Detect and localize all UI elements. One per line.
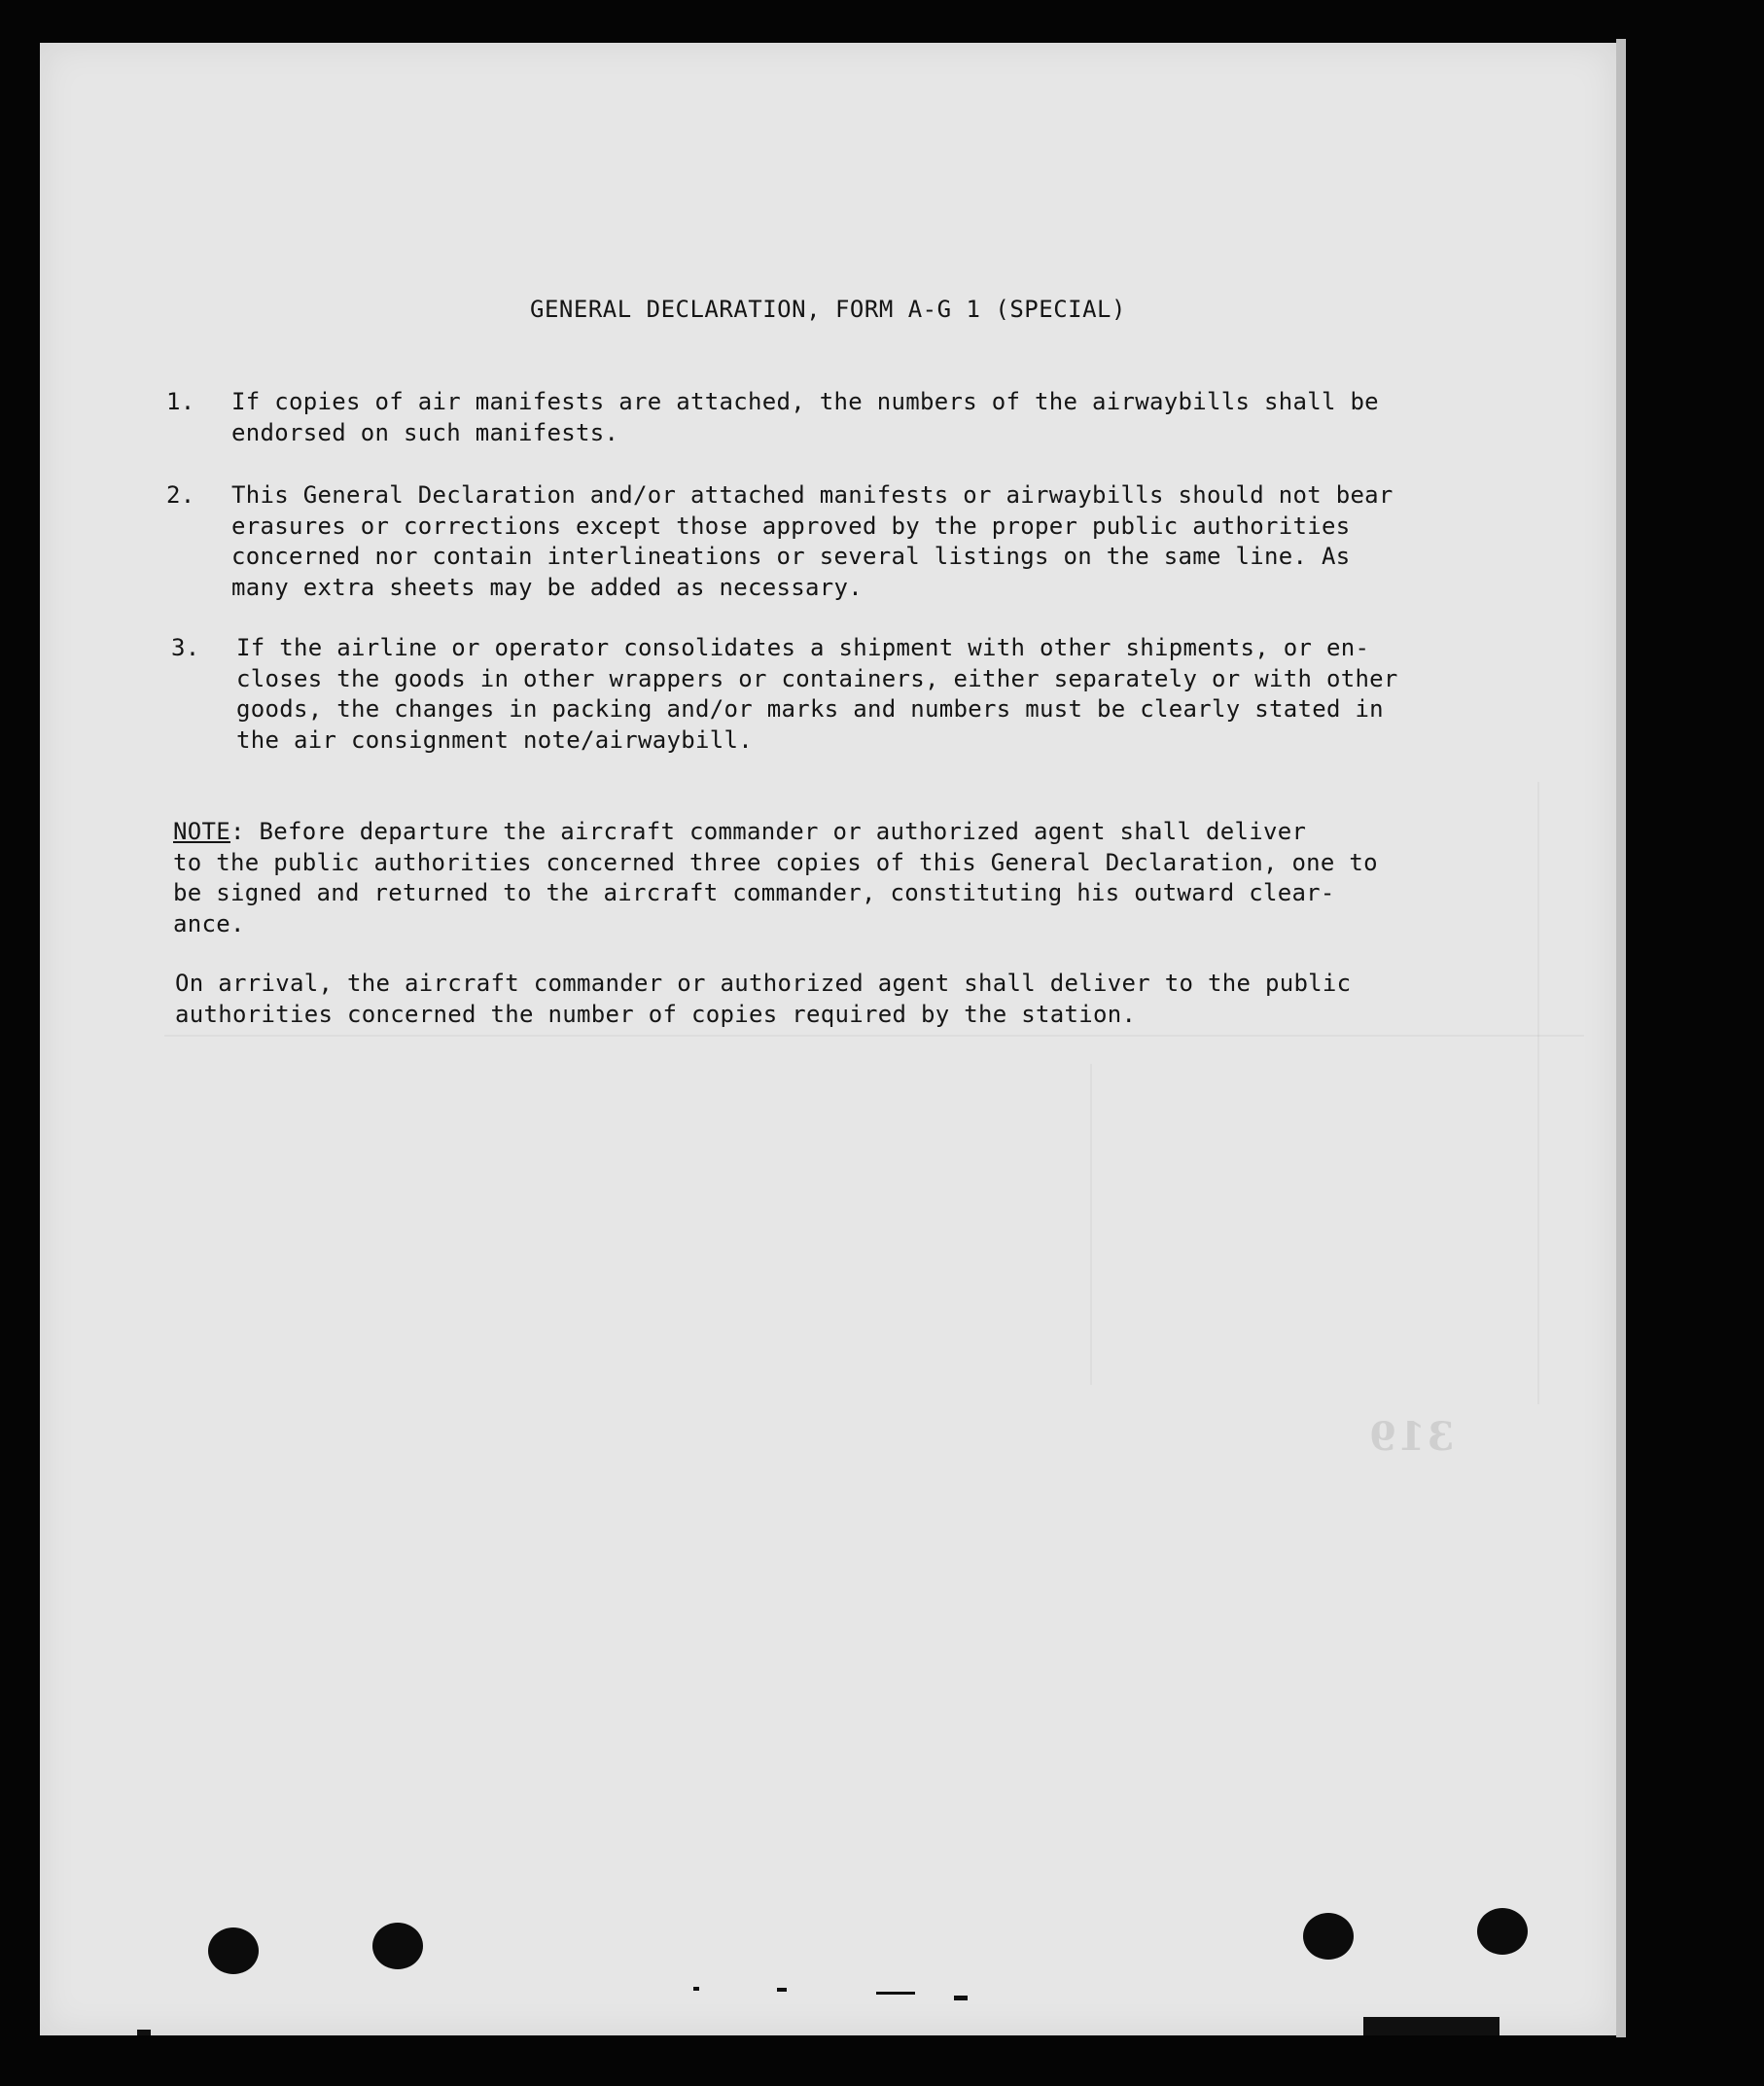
item-text: If copies of air manifests are attached, the numbers of the airwaybills shall be endorsed on such manifests.	[231, 388, 1379, 446]
item-text: This General Declaration and/or attached manifests or airwaybills should not bear erasures or corrections except those approved by the proper public authorities concerned nor contain interlineations or several listings on the same line. As many extra sheets may be added as necessary.	[231, 481, 1394, 601]
document-page	[40, 43, 1616, 2035]
bleed-through-rule	[1090, 1064, 1092, 1385]
item-text: If the airline or operator consolidates a shipment with other shipments, or en- closes the goods in other wrappers or containers, either separately or with other goods, the changes in packing and/or marks and numbers must be clearly stated in the air consignment note/airwaybill.	[236, 634, 1398, 754]
arrival-text: On arrival, the aircraft commander or authorized agent shall deliver to the public authorities concerned the number of copies required by the station.	[175, 970, 1352, 1028]
scan-smudge	[777, 1988, 787, 1992]
page-edge	[1616, 39, 1626, 2037]
scan-smudge	[137, 2030, 151, 2035]
bleed-through-rule	[1537, 782, 1539, 1404]
scan-smudge	[1363, 2017, 1499, 2035]
item-2	[166, 480, 1508, 603]
punch-hole	[1303, 1913, 1354, 1960]
punch-hole	[208, 1927, 259, 1974]
item-1	[166, 387, 1508, 448]
punch-hole	[372, 1923, 423, 1969]
item-number: 3.	[171, 634, 200, 661]
document-title: GENERAL DECLARATION, FORM A-G 1 (SPECIAL)	[530, 296, 1126, 323]
punch-hole	[1477, 1908, 1528, 1955]
scan-smudge	[876, 1992, 915, 1995]
bleed-through-rule	[164, 1035, 1584, 1037]
item-number: 2.	[166, 481, 195, 509]
item-3	[171, 633, 1508, 756]
arrival-section	[175, 969, 1512, 1030]
scan-smudge	[954, 1996, 968, 2000]
scan-smudge	[693, 1987, 699, 1991]
note-label: NOTE	[173, 818, 230, 845]
bleed-through-page-number: 319	[1367, 1414, 1455, 1460]
item-number: 1.	[166, 388, 195, 415]
note-text: Before departure the aircraft commander or authorized agent shall deliver to the public authorities concerned three copies of this General Declaration, one to be signed and returned to the aircraft commander, constituting his outward clear- ance.	[173, 818, 1378, 937]
note-section: NOTE: Before departure the aircraft commander or authorized agent shall deliver to the public authorities concerned three copies of this General Declaration, one to be signed and returned to the aircraft commander, constituting his outward clear- ance.	[173, 818, 1378, 937]
